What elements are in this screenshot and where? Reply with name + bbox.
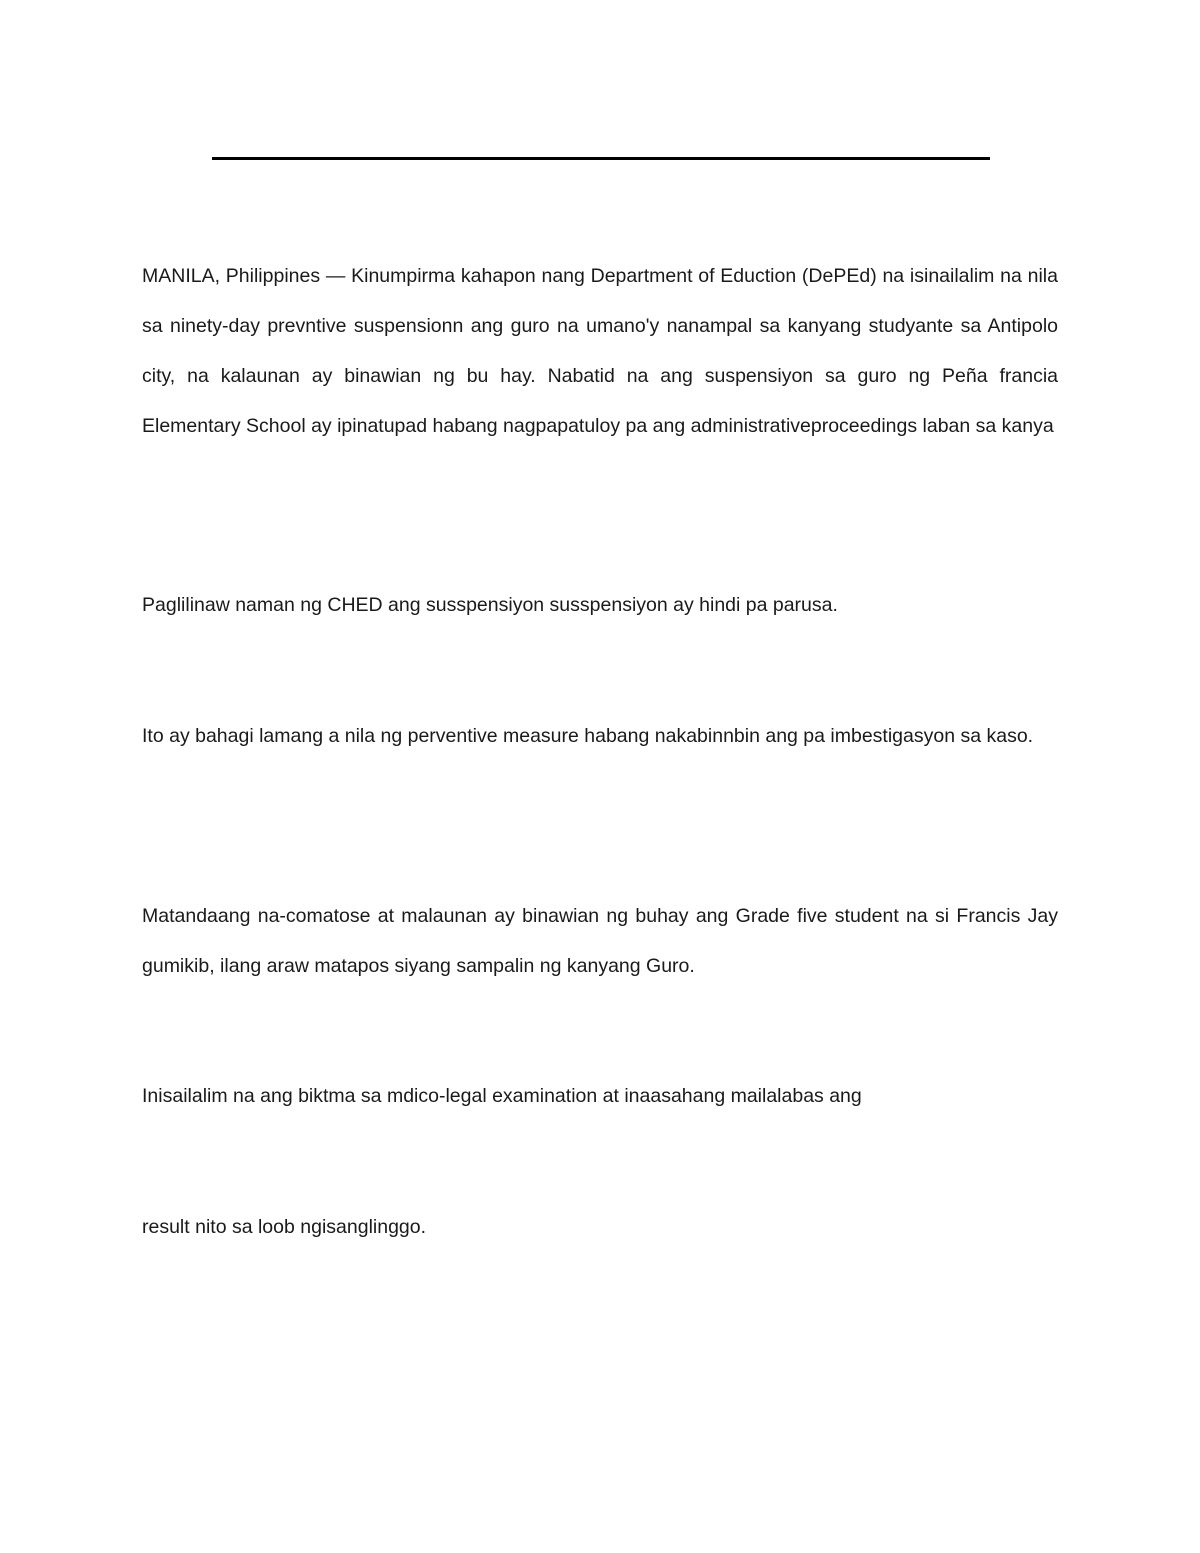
paragraph-medico-legal: Inisailalim na ang biktma sa mdico-legal examination at inaasahang mailalabas ang [142, 1085, 862, 1107]
paragraph-result-timeline: result nito sa loob ngisanglinggo. [142, 1216, 427, 1238]
paragraph-victim-background: Matandaang na-comatose at malaunan ay binawian ng buhay ang Grade five student na si Francis Jay gumikib, ilang araw matapos siyang sampalin ng kanyang Guro. [142, 905, 1058, 977]
paragraph-preventive-measure: Ito ay bahagi lamang a nila ng perventive measure habang nakabinnbin ang pa imbestigasyon sa kaso. [142, 725, 1034, 747]
title-underline-rule [212, 157, 990, 160]
paragraph-intro: MANILA, Philippines — Kinumpirma kahapon nang Department of Eduction (DePEd) na isinailalim na nila sa ninety-day prevntive suspensionn ang guro na umano'y nanampal sa kanyang studyante sa Antipolo city, na kalaunan ay binawian ng bu hay. Nabatid na ang suspensiyon sa guro ng Peña francia Elementary School ay ipinatupad habang nagpapatuloy pa ang administrativeproceedings laban sa kanya [142, 265, 1058, 437]
paragraph-ched-clarification: Paglilinaw naman ng CHED ang susspensiyon susspensiyon ay hindi pa parusa. [142, 594, 838, 616]
